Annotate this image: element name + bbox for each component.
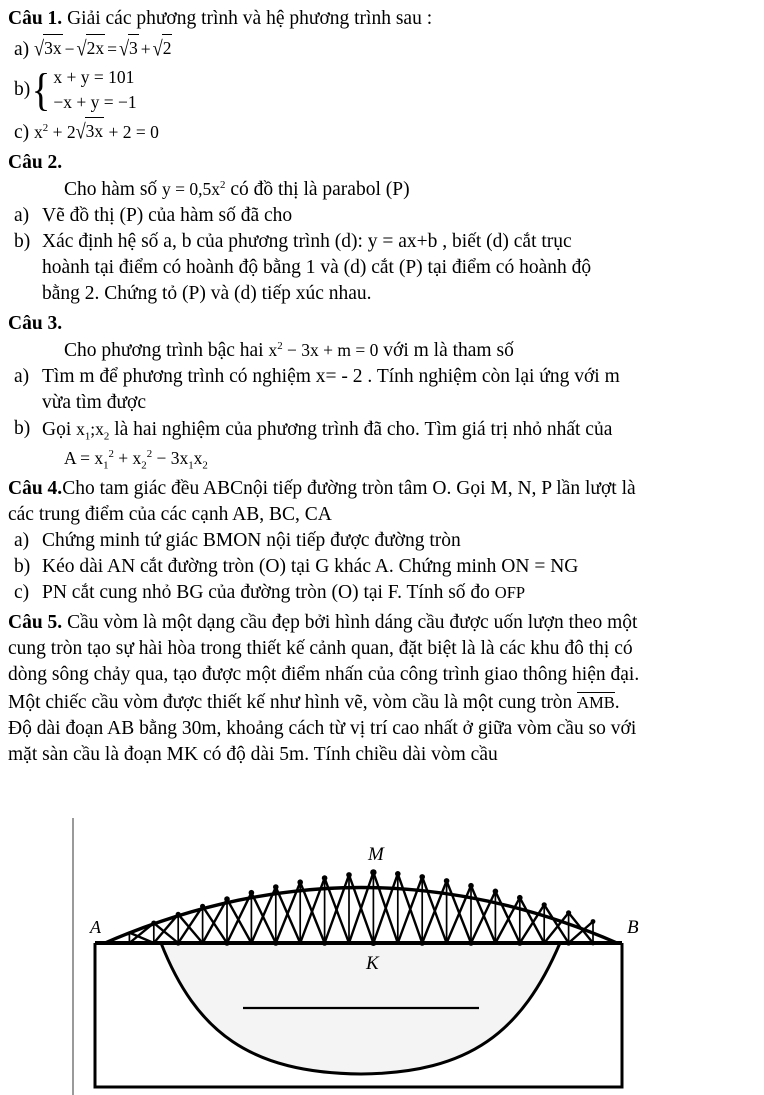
part-c-marker: c) — [14, 582, 30, 603]
question-5-p2-before: Một chiếc cầu vòm được thiết kế như hình vẽ, vòm cầu là một cung tròn — [8, 692, 573, 713]
part-b-text-line1: Xác định hệ số a, b của phương trình (d): y = ax+b , biết (d) cắt trục — [42, 231, 572, 252]
question-2-heading — [8, 150, 760, 176]
label-A: A — [90, 917, 101, 937]
sqrt-3x: √3x — [34, 35, 63, 62]
question-2-part-b-line2: hoành tại điểm có hoành độ bằng 1 và (d) cắt (P) tại điểm có hoành độ — [42, 257, 592, 278]
part-a-marker: a) — [14, 39, 30, 60]
part-b-marker: b) — [14, 231, 31, 252]
part-a-text: Vẽ đồ thị (P) của hàm số đã cho — [42, 205, 293, 226]
arch-bridge-svg — [0, 818, 764, 1095]
question-3-label: Câu 3. — [8, 313, 63, 334]
question-3-part-a — [8, 364, 760, 390]
question-4-parts — [8, 528, 760, 606]
question-5-paragraph-line-2: dòng sông chảy qua, tạo được một điểm nhấn của công trình giao thông hiện đại. — [8, 664, 640, 685]
label-B: B — [627, 917, 639, 938]
expression-A: $A = x_1^2 + x_2^2 - 3x_1x_2$ — [64, 448, 208, 472]
part-a-text: Chứng minh tứ giác BMON nội tiếp được đường tròn — [42, 530, 461, 551]
system-brace: { — [31, 64, 51, 115]
question-4-part-c — [8, 580, 760, 606]
question-5-paragraph-2 — [8, 690, 760, 716]
part-b-marker: b) — [14, 79, 31, 100]
question-3-formula-A — [8, 445, 760, 472]
question-3-intro-before: Cho phương trình bậc hai — [64, 340, 264, 361]
angle-OFP: OFP — [494, 583, 526, 602]
question-1-part-a — [8, 35, 760, 63]
question-4-part-b — [8, 554, 760, 580]
question-5-text: Cầu vòm là một dạng cầu đẹp bởi hình dáng cầu được uốn lượn theo một — [62, 612, 638, 633]
question-3-heading — [8, 311, 760, 337]
part-b-text-after: là hai nghiệm của phương trình đã cho. Tìm giá trị nhỏ nhất của — [114, 419, 613, 440]
question-1-part-b — [8, 65, 760, 115]
question-2-part-b — [8, 229, 760, 255]
sqrt-3x-c: √3x — [76, 118, 105, 145]
question-4-part-a — [8, 528, 760, 554]
system-equation-2: −x + y = −1 — [53, 92, 137, 112]
question-3-part-a-line2: vừa tìm được — [42, 392, 147, 413]
part-a-marker: a) — [14, 366, 30, 387]
sqrt-3: √3 — [119, 35, 139, 62]
question-3-intro — [8, 337, 760, 364]
question-1-label: Câu 1. — [8, 8, 63, 29]
question-2-intro-before: Cho hàm số — [64, 179, 158, 200]
question-4-heading — [8, 476, 760, 502]
part-c-equation: $x^2 + 2√3x + 2 = 0$ — [34, 122, 159, 142]
question-2-function: $y = 0,5x^2$ — [162, 179, 226, 199]
part-b-text: Kéo dài AN cắt đường tròn (O) tại G khác A. Chứng minh ON = NG — [42, 556, 579, 577]
question-4-heading-line2: các trung điểm của các cạnh AB, BC, CA — [8, 504, 332, 525]
roots-notation: $x_1;x_2$ — [76, 419, 110, 443]
part-a-marker: a) — [14, 205, 30, 226]
part-a-marker: a) — [14, 530, 30, 551]
arc-AMB-notation: AMB — [577, 693, 615, 712]
question-3-equation: $x^2 - 3x + m = 0$ — [268, 340, 379, 360]
part-b-marker: b) — [14, 556, 31, 577]
exam-content — [8, 4, 760, 768]
sqrt-2x: √2x — [76, 35, 105, 62]
question-1-part-c — [8, 118, 760, 146]
question-5-heading — [8, 610, 760, 636]
part-c-text: PN cắt cung nhỏ BG của đường tròn (O) tại F. Tính số đo — [42, 582, 490, 603]
part-c-marker: c) — [14, 122, 30, 143]
truss-diagonals — [105, 872, 617, 943]
label-K: K — [366, 953, 379, 974]
question-2-label: Câu 2. — [8, 152, 63, 173]
label-M: M — [368, 844, 384, 865]
question-2-part-a — [8, 203, 760, 229]
question-5-paragraph-3-line-2: mặt sàn cầu là đoạn MK có độ dài 5m. Tính chiều dài vòm cầu — [8, 744, 498, 765]
question-5-label: Câu 5. — [8, 612, 63, 633]
part-a-text-line1: Tìm m để phương trình có nghiệm x= - 2 . Tính nghiệm còn lại ứng với m — [42, 366, 620, 387]
question-3-part-b — [8, 416, 760, 443]
arch-bridge-figure — [0, 818, 764, 1095]
question-2-intro-after: có đồ thị là parabol (P) — [230, 179, 410, 200]
question-4-text: Cho tam giác đều ABCnội tiếp đường tròn tâm O. Gọi M, N, P lần lượt là — [62, 478, 636, 499]
part-a-equation: √3x − √2x = √3 + √2 — [34, 39, 172, 59]
question-5-paragraph-3-line-1: Độ dài đoạn AB bằng 30m, khoảng cách từ vị trí cao nhất ở giữa vòm cầu so với — [8, 718, 637, 739]
part-b-text-before: Gọi — [42, 419, 72, 440]
question-2-intro — [8, 176, 760, 203]
question-3-intro-after: với m là tham số — [383, 340, 514, 361]
question-1-heading — [8, 6, 760, 32]
sqrt-2: √2 — [153, 35, 173, 62]
question-2-part-b-line3: bằng 2. Chứng tỏ (P) và (d) tiếp xúc nhau. — [42, 283, 372, 304]
question-5-p2-after: . — [614, 692, 620, 713]
system-equation-1: x + y = 101 — [53, 67, 135, 87]
question-1-text: Giải các phương trình và hệ phương trình sau : — [62, 8, 433, 29]
question-5-paragraph-line-1: cung tròn tạo sự hài hòa trong thiết kế cảnh quan, đặt biệt là là các khu đô thị có — [8, 638, 633, 659]
question-3-parts — [8, 364, 760, 472]
part-b-marker: b) — [14, 418, 31, 439]
question-2-parts — [8, 203, 760, 307]
question-4-label: Câu 4. — [8, 478, 63, 499]
system-equations — [53, 65, 136, 115]
